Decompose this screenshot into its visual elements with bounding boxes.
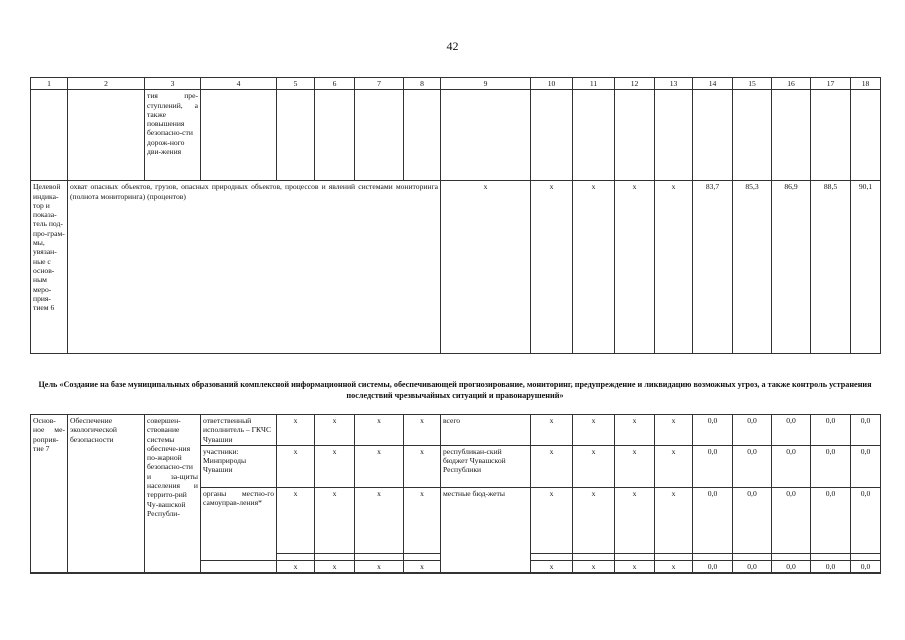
cell-value: 0,0 — [811, 415, 851, 446]
cell-value: х — [655, 445, 693, 553]
cell-value: 0,0 — [851, 445, 881, 553]
cell-value: 0,0 — [693, 488, 733, 574]
header-cell: 9 — [441, 78, 531, 90]
cell-value: х — [615, 181, 655, 354]
cell-value: х — [615, 415, 655, 446]
header-cell: 4 — [201, 78, 277, 90]
cell-value: х — [404, 445, 441, 553]
measure-table-lower — [30, 487, 881, 574]
cell-value: 0,0 — [772, 560, 811, 572]
header-cell: 13 — [655, 78, 693, 90]
cell-value: х — [531, 415, 573, 446]
cell-text: Обеспечение экологической безопасности — [68, 415, 145, 573]
table-row — [31, 181, 881, 354]
cell-value: х — [573, 415, 615, 446]
cell-value: 85,3 — [733, 181, 772, 354]
cell-value: х — [655, 560, 693, 572]
cell-value: х — [277, 445, 315, 553]
cell-value: 0,0 — [811, 445, 851, 553]
cell-value: 88,5 — [811, 181, 851, 354]
cell-value: х — [277, 415, 315, 446]
cell-value: х — [441, 181, 531, 354]
header-cell: 16 — [772, 78, 811, 90]
cell-text: участники: Минприроды Чувашии — [201, 445, 277, 560]
cell-value: х — [315, 488, 355, 574]
header-cell: 1 — [31, 78, 68, 90]
header-cell: 6 — [315, 78, 355, 90]
cell-text: всего — [441, 415, 531, 446]
cell-value: 0,0 — [851, 415, 881, 446]
cell-text: Целевой индика-тор и показа-тель под-про-грам-мы, увязан-ные с основ-ным меро-прия-тием 6 — [31, 181, 68, 354]
cell-value: х — [573, 445, 615, 553]
main-table — [30, 77, 881, 354]
cell-value: х — [277, 560, 315, 572]
cell-value: х — [531, 560, 573, 572]
cell-value: 0,0 — [811, 488, 851, 574]
cell-value: х — [404, 488, 441, 574]
header-cell: 7 — [355, 78, 404, 90]
header-cell: 3 — [145, 78, 201, 90]
table-row — [31, 488, 881, 574]
cell-text: органы местно-го самоуправ-ления* — [201, 488, 277, 574]
cell-value: х — [531, 488, 573, 574]
cell-value: 0,0 — [733, 445, 772, 553]
table-row — [31, 415, 881, 446]
cell-value: 86,9 — [772, 181, 811, 354]
cell-text: Основ-ное ме-роприя-тие 7 — [31, 415, 68, 573]
indicator-text: охват опасных объектов, грузов, опасных природных объектов, процессов и явлений системами мониторинга (полнота мониторинга) (процентов) — [68, 181, 441, 354]
cell-text: местные бюд-жеты — [441, 488, 531, 574]
cell-value: х — [355, 560, 404, 572]
cell-value: 0,0 — [693, 560, 733, 572]
cell-value: х — [355, 415, 404, 446]
cell-value: х — [615, 445, 655, 553]
header-cell: 12 — [615, 78, 655, 90]
cell-value: х — [655, 181, 693, 354]
cell-value: 83,7 — [693, 181, 733, 354]
cell-text: совершен-ствование системы обеспече-ния по-жарной безопасно-сти и за-щиты населения и террито-рий Чу-вашской Республи- — [145, 415, 201, 573]
goal-heading: Цель «Создание на базе муниципальных образований комплексной информационной системы, обеспечивающей прогнозирование, мониторинг, предупреждение и ликвидацию возможных угроз, а также контроль устранения последствий чрезвычайных ситуаций и правонарушений» — [38, 380, 872, 400]
header-cell: 14 — [693, 78, 733, 90]
cell-text: республикан-ский бюджет Чувашской Республики — [441, 445, 531, 572]
cell-value: 0,0 — [693, 415, 733, 446]
cell-value: 0,0 — [772, 488, 811, 574]
header-cell: 17 — [811, 78, 851, 90]
cell-value: х — [573, 560, 615, 572]
cell-value: х — [404, 560, 441, 572]
cell-value: х — [315, 415, 355, 446]
header-cell: 2 — [68, 78, 145, 90]
header-cell: 15 — [733, 78, 772, 90]
header-cell: 18 — [851, 78, 881, 90]
header-cell: 10 — [531, 78, 573, 90]
cell-value: х — [277, 488, 315, 574]
cell-value: х — [573, 488, 615, 574]
cell-text: тия пре-ступлений, а также повышения безопасно-сти дорож-ного дви-жения — [145, 90, 201, 181]
cell-value: х — [531, 181, 573, 354]
cell-text: ответственный исполнитель – ГКЧС Чувашии — [201, 415, 277, 446]
cell-value: х — [404, 415, 441, 446]
cell-value: х — [315, 445, 355, 553]
cell-value: х — [315, 560, 355, 572]
cell-value: х — [355, 445, 404, 553]
cell-value: 0,0 — [811, 560, 851, 572]
cell-value: 0,0 — [772, 415, 811, 446]
cell-value: 0,0 — [733, 488, 772, 574]
cell-value: 0,0 — [693, 445, 733, 553]
header-cell: 5 — [277, 78, 315, 90]
cell-value: х — [531, 445, 573, 553]
cell-value: х — [615, 488, 655, 574]
cell-value: 0,0 — [772, 445, 811, 553]
header-cell: 11 — [573, 78, 615, 90]
cell-value: 0,0 — [851, 560, 881, 572]
cell-value: х — [355, 488, 404, 574]
header-cell: 8 — [404, 78, 441, 90]
header-row — [31, 78, 881, 90]
cell-value: 90,1 — [851, 181, 881, 354]
cell-value: х — [573, 181, 615, 354]
cell-value: х — [655, 488, 693, 574]
cell-value: 0,0 — [851, 488, 881, 574]
cell-value: 0,0 — [733, 560, 772, 572]
table-row — [31, 90, 881, 181]
cell-value: 0,0 — [733, 415, 772, 446]
cell-value: х — [615, 560, 655, 572]
cell-value: х — [655, 415, 693, 446]
page-number: 42 — [446, 39, 459, 53]
